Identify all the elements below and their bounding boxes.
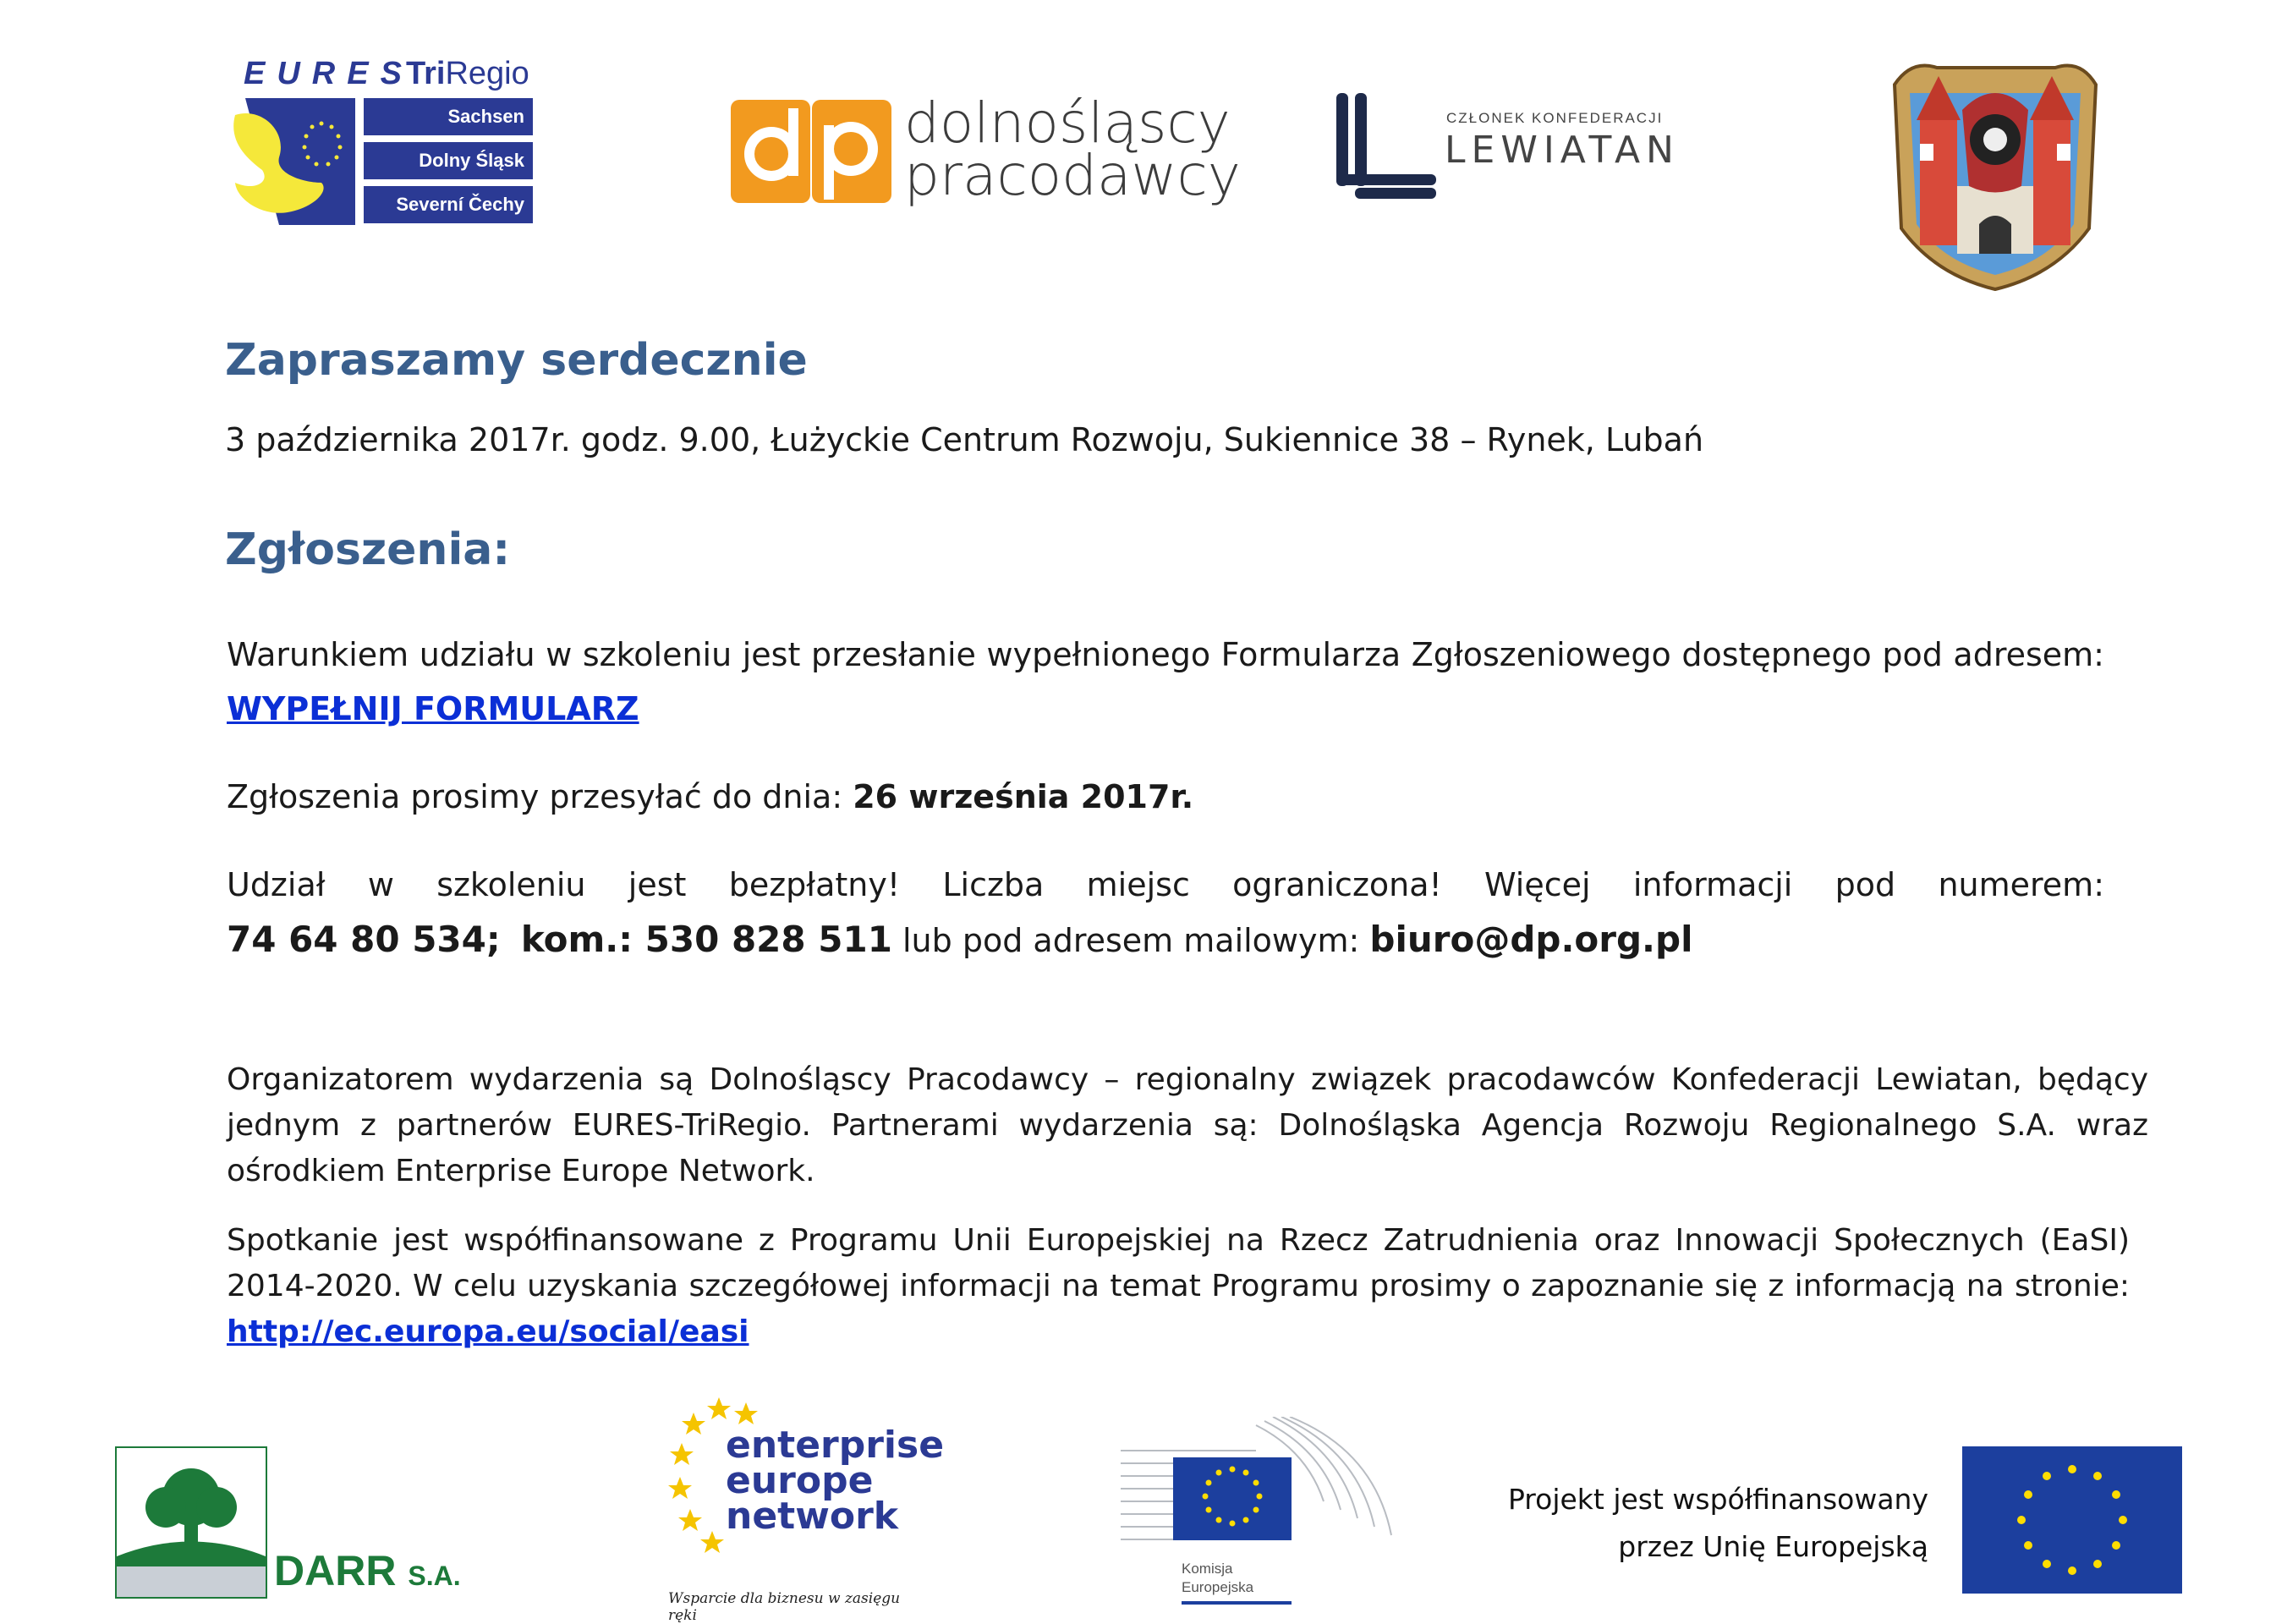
registration-condition: Warunkiem udziału w szkoleniu jest przesłanie wypełnionego Formularza Zgłoszeniowego dostępnego pod adresem: WYPEŁNIJ FORMULARZ	[227, 636, 2104, 727]
dp-wordmark-line2: pracodawcy	[904, 143, 1241, 208]
mobile-number: kom.: 530 828 511	[520, 919, 892, 960]
darr-tree-icon	[115, 1446, 267, 1599]
phone-number: 74 64 80 534;	[227, 919, 501, 960]
deadline-line: Zgłoszenia prosimy przesyłać do dnia: 26 września 2017r.	[227, 778, 1194, 815]
event-details: 3 października 2017r. godz. 9.00, Łużyckie Centrum Rozwoju, Sukiennice 38 – Rynek, Lubań	[225, 421, 1704, 458]
registration-heading: Zgłoszenia:	[225, 524, 511, 575]
lewiatan-wordmark: LEWIATAN	[1445, 129, 1680, 172]
deadline-date: 26 września 2017r.	[853, 778, 1194, 815]
european-commission-logo	[1121, 1417, 1400, 1607]
een-line2: europe	[726, 1459, 874, 1502]
eu-cofinancing-note	[1438, 1476, 1928, 1571]
lewiatan-member-label: CZŁONEK KONFEDERACJI	[1446, 110, 1664, 126]
email-address[interactable]: biuro@dp.org.pl	[1369, 919, 1693, 960]
eu-flag-icon	[1962, 1446, 2182, 1594]
eures-region-dolny-slask: Dolny Śląsk	[364, 142, 533, 179]
commission-building-icon	[1121, 1417, 1400, 1561]
invite-heading: Zapraszamy serdecznie	[225, 335, 808, 386]
commission-label-2: Europejska	[1182, 1579, 1254, 1595]
commission-label-1: Komisja	[1182, 1561, 1233, 1577]
eu-note-line2: przez Unię Europejską	[1618, 1530, 1928, 1563]
enterprise-europe-network-logo	[668, 1396, 945, 1624]
trireg-wordmark: TriRegio	[406, 56, 529, 91]
info-line: Udział w szkoleniu jest bezpłatny! Liczba miejsc ograniczona! Więcej informacji pod numerem:	[227, 866, 2104, 903]
eures-hand-icon	[228, 98, 355, 225]
contact-line: 74 64 80 534; kom.: 530 828 511 lub pod adresem mailowym: biuro@dp.org.pl	[227, 919, 1693, 960]
luban-coat-of-arms-icon	[1886, 59, 2104, 292]
darr-wordmark: DARR S.A.	[274, 1547, 461, 1594]
eu-note-line1: Projekt jest współfinansowany	[1507, 1483, 1928, 1516]
commission-rule	[1182, 1601, 1292, 1605]
een-line1: enterprise	[726, 1424, 945, 1467]
funding-paragraph: Spotkanie jest współfinansowane z Programu Unii Europejskiej na Rzecz Zatrudnienia oraz Innowacji Społecznych (EaSI) 2014-2020. W celu uzyskania szczegółowej informacji na temat Programu prosimy o zapoznanie się z informacją na stronie: http://ec.europa.eu/social/easi	[227, 1223, 2130, 1349]
easi-link[interactable]: http://ec.europa.eu/social/easi	[227, 1314, 749, 1349]
darr-logo	[115, 1446, 470, 1607]
een-tagline: Wsparcie dla biznesu w zasięgu ręki	[668, 1590, 901, 1624]
eures-region-severni-cechy: Severní Čechy	[364, 186, 533, 223]
organizer-paragraph: Organizatorem wydarzenia są Dolnośląscy Pracodawcy – regionalny związek pracodawców Konfederacji Lewiatan, będący jednym z partnerów EURES-TriRegio. Partnerami wydarzenia są: Dolnośląska Agencja Rozwoju Regionalnego S.A. wraz ośrodkiem Enterprise Europe Network.	[227, 1062, 2148, 1188]
form-link[interactable]: WYPEŁNIJ FORMULARZ	[227, 690, 639, 727]
eures-region-sachsen: Sachsen	[364, 98, 533, 135]
lewiatan-l-icon	[1336, 93, 1438, 199]
lewiatan-logo	[1336, 93, 1692, 203]
dp-wordmark-line1: dolnośląscy	[904, 91, 1231, 156]
een-line3: network	[726, 1495, 899, 1538]
eures-wordmark: EURES	[244, 56, 414, 91]
eures-trireg-logo	[228, 56, 537, 229]
dp-monogram-icon	[731, 100, 891, 203]
dolnoslascy-pracodawcy-logo	[731, 91, 1255, 210]
